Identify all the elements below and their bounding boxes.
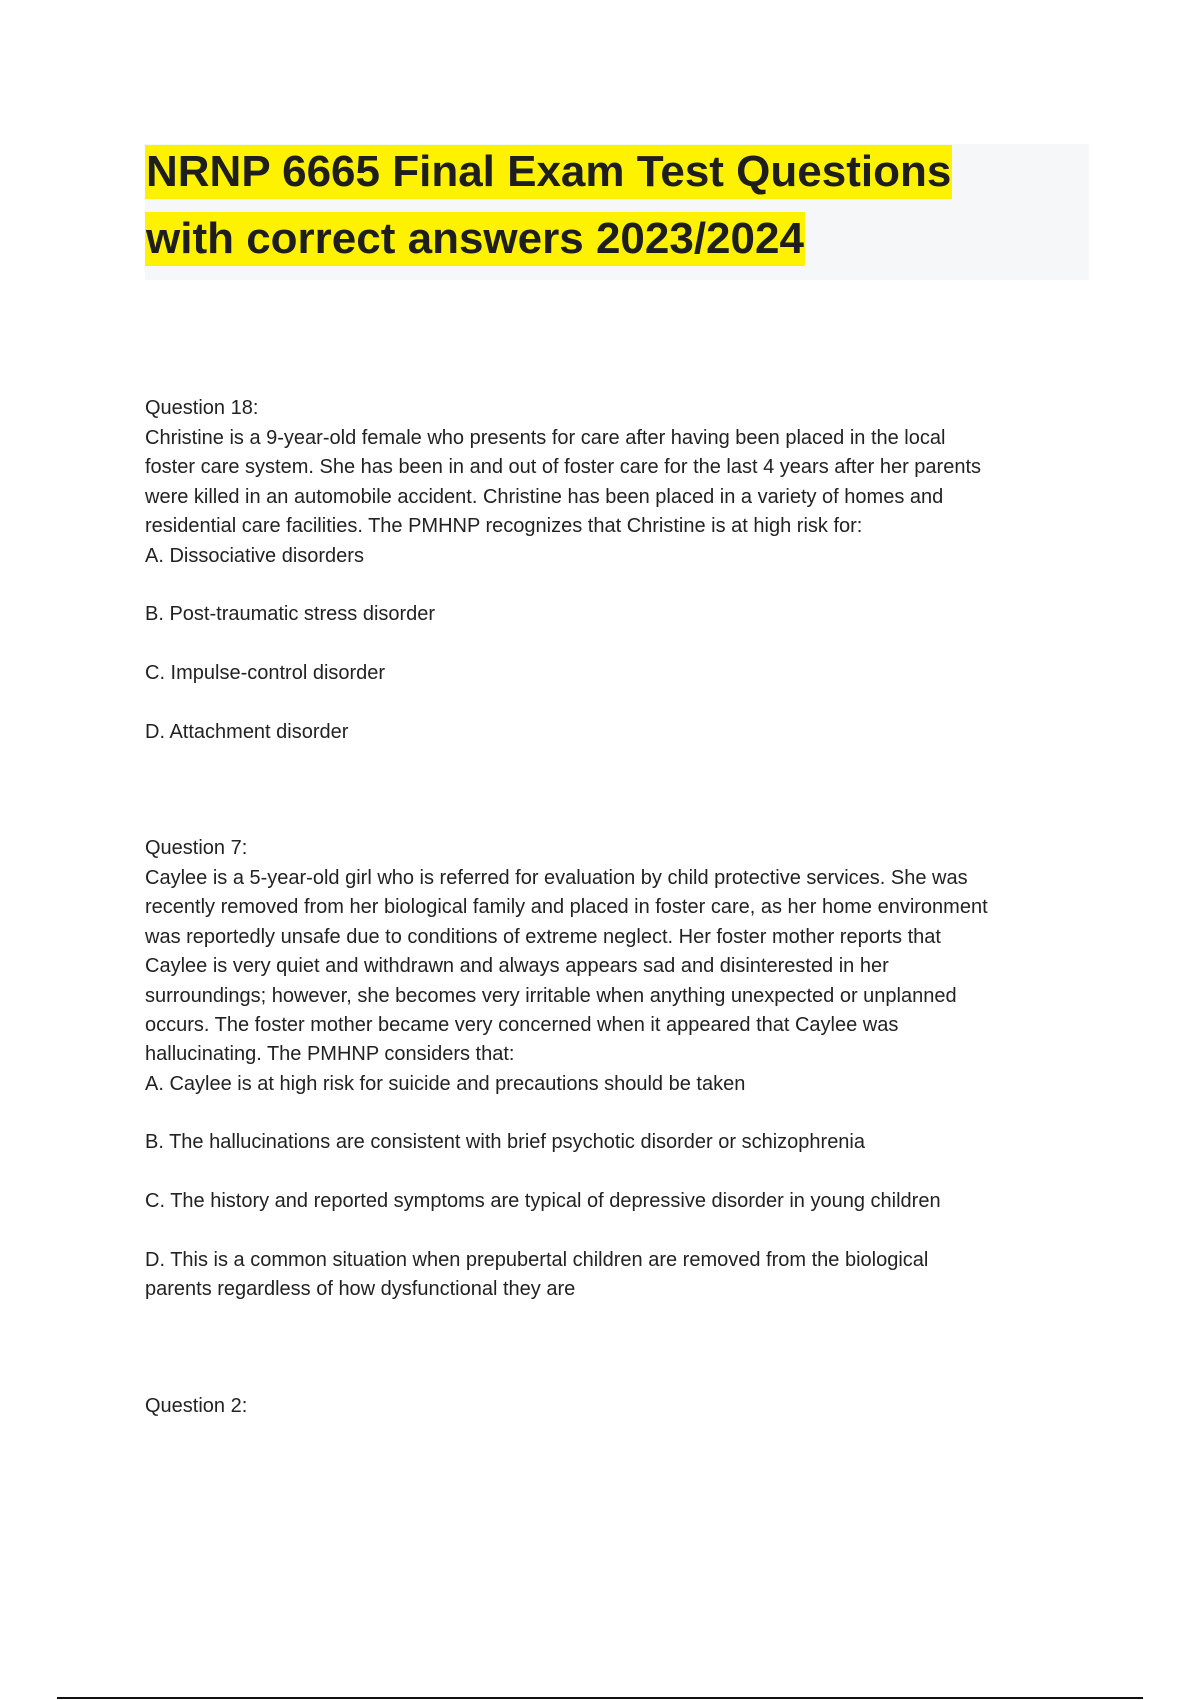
question-stem-line: Caylee is very quiet and withdrawn and always appears sad and disinterested in her [145, 955, 889, 977]
answer-option-d-continued: parents regardless of how dysfunctional they are [145, 1278, 576, 1300]
document-title-line-1: NRNP 6665 Final Exam Test Questions [145, 145, 952, 199]
question-stem-line: Caylee is a 5-year-old girl who is referred for evaluation by child protective services. She was [145, 867, 968, 889]
question-stem-line: Christine is a 9-year-old female who presents for care after having been placed in the local [145, 427, 946, 449]
footer-divider [57, 1697, 1143, 1699]
question-stem-line: occurs. The foster mother became very concerned when it appeared that Caylee was [145, 1014, 899, 1036]
answer-option-c: C. The history and reported symptoms are typical of depressive disorder in young children [145, 1190, 941, 1212]
question-stem-line: foster care system. She has been in and out of foster care for the last 4 years after her parents [145, 456, 981, 478]
question-stem-line: were killed in an automobile accident. Christine has been placed in a variety of homes and [145, 486, 944, 508]
answer-option-b: B. Post-traumatic stress disorder [145, 603, 436, 625]
answer-option-a: A. Caylee is at high risk for suicide and precautions should be taken [145, 1073, 746, 1095]
answer-option-d: D. This is a common situation when prepubertal children are removed from the biological [145, 1249, 929, 1271]
question-stem-line: surroundings; however, she becomes very irritable when anything unexpected or unplanned [145, 985, 957, 1007]
document-title-line-2: with correct answers 2023/2024 [145, 212, 805, 266]
answer-option-d: D. Attachment disorder [145, 721, 349, 743]
question-stem-line: hallucinating. The PMHNP considers that: [145, 1043, 515, 1065]
question-label: Question 18: [145, 397, 259, 419]
answer-option-a: A. Dissociative disorders [145, 545, 364, 567]
question-label: Question 2: [145, 1395, 248, 1417]
question-label: Question 7: [145, 837, 248, 859]
answer-option-b: B. The hallucinations are consistent with brief psychotic disorder or schizophrenia [145, 1131, 865, 1153]
question-stem-line: recently removed from her biological family and placed in foster care, as her home environment [145, 896, 988, 918]
question-stem-line: was reportedly unsafe due to conditions of extreme neglect. Her foster mother reports that [145, 926, 941, 948]
answer-option-c: C. Impulse-control disorder [145, 662, 386, 684]
question-stem-line: residential care facilities. The PMHNP recognizes that Christine is at high risk for: [145, 515, 863, 537]
